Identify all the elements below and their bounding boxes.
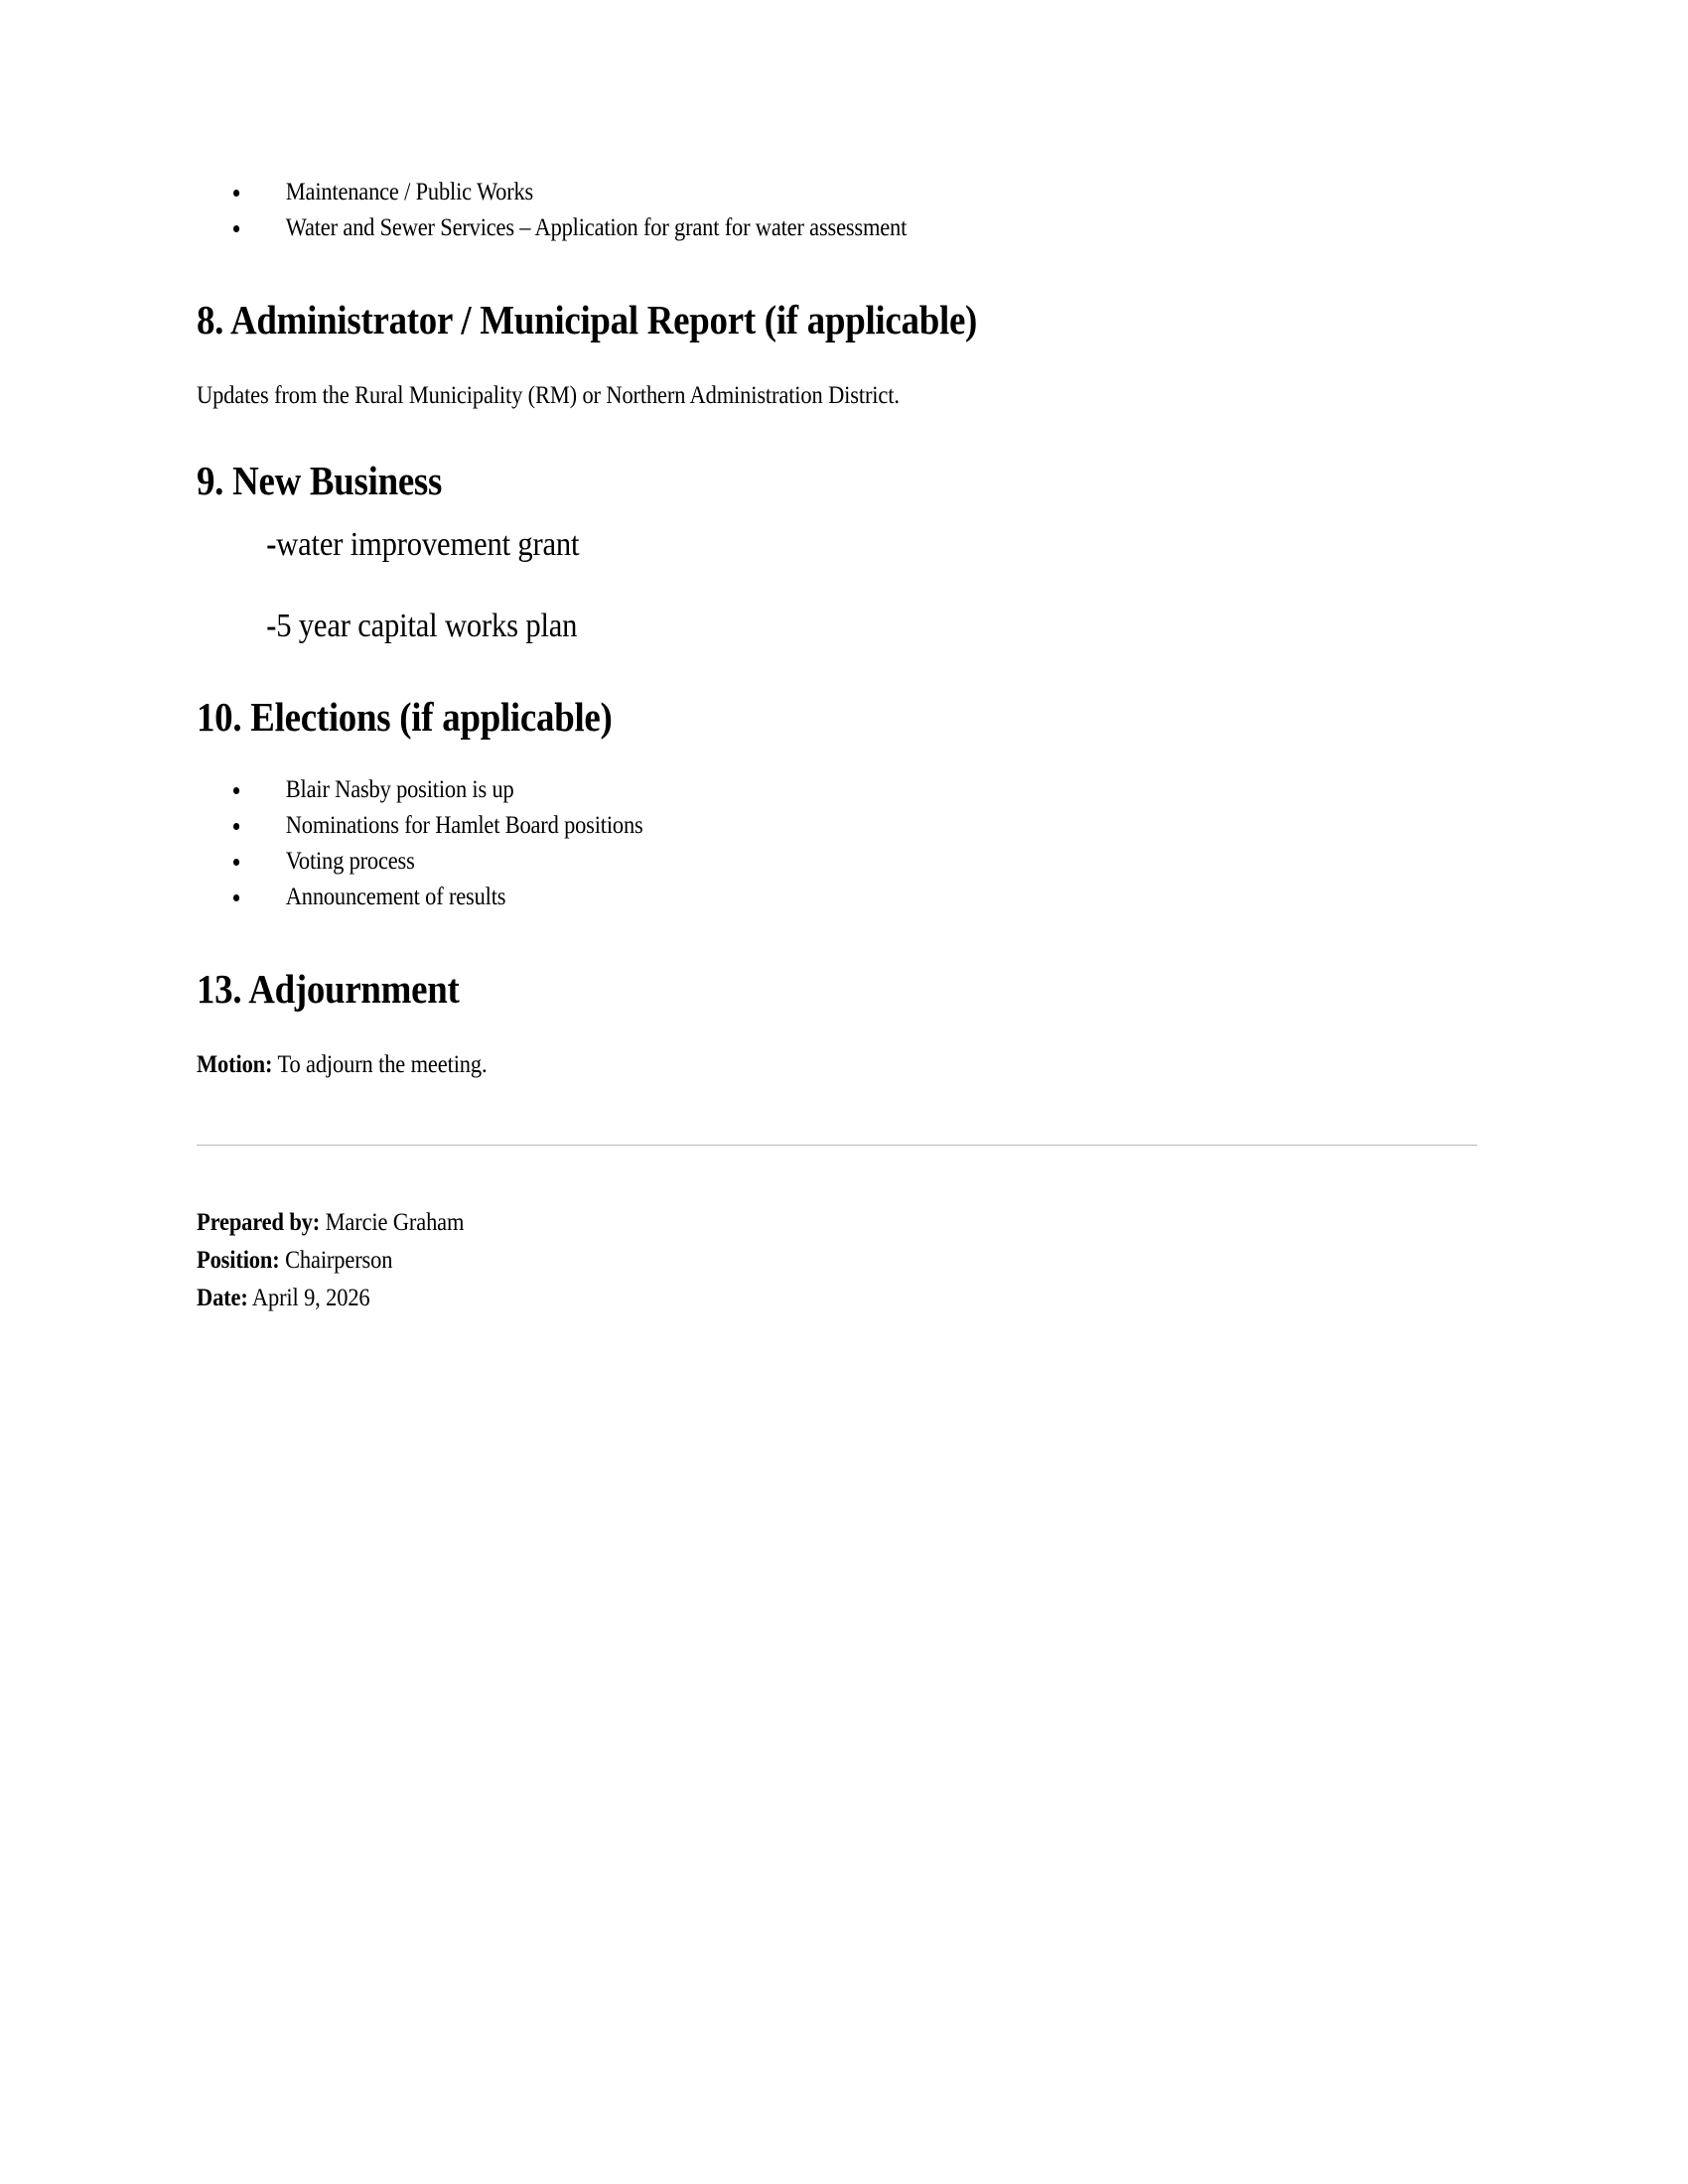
new-business-item-1-label: water improvement grant bbox=[276, 526, 580, 563]
dash-marker: - bbox=[266, 526, 277, 563]
list-item-label: Announcement of results bbox=[285, 882, 506, 910]
footer-position bbox=[197, 1241, 1330, 1279]
footer-date bbox=[197, 1279, 1330, 1316]
section-heading-13: 13. Adjournment bbox=[197, 966, 460, 1012]
prepared-by-value: Marcie Graham bbox=[320, 1207, 465, 1236]
new-business-item-1 bbox=[197, 523, 1355, 567]
section-heading-9: 9. New Business bbox=[197, 458, 443, 503]
dash-marker: - bbox=[266, 608, 277, 644]
motion-text: To adjourn the meeting. bbox=[272, 1049, 488, 1078]
new-business-item-2-label: 5 year capital works plan bbox=[276, 608, 578, 644]
position-value: Chairperson bbox=[279, 1245, 393, 1274]
footer-signature-block bbox=[197, 1203, 1484, 1316]
section-heading-8: 8. Administrator / Municipal Report (if applicable) bbox=[197, 297, 978, 342]
bullet-dot-icon bbox=[233, 859, 239, 866]
new-business-item-2 bbox=[197, 605, 1355, 648]
list-item-label: Blair Nasby position is up bbox=[285, 774, 514, 803]
list-item-label: Water and Sewer Services – Application for grant for water assessment bbox=[285, 212, 908, 241]
list-item-label: Maintenance / Public Works bbox=[285, 177, 534, 205]
list-item bbox=[197, 771, 1330, 807]
document-body bbox=[197, 174, 1484, 1316]
bullet-dot-icon bbox=[233, 225, 239, 232]
list-item bbox=[197, 209, 1330, 245]
list-item bbox=[197, 807, 1330, 843]
list-item bbox=[197, 879, 1330, 914]
prepared-by-label: Prepared by: bbox=[197, 1207, 321, 1236]
top-bullet-list bbox=[197, 174, 1484, 245]
section-heading-10: 10. Elections (if applicable) bbox=[197, 694, 613, 740]
list-item bbox=[197, 843, 1330, 879]
bullet-dot-icon bbox=[233, 823, 239, 830]
section-8-body: Updates from the Rural Municipality (RM) or Northern Administration District. bbox=[197, 380, 900, 409]
elections-bullet-list bbox=[197, 771, 1484, 914]
list-item-label: Nominations for Hamlet Board positions bbox=[285, 810, 643, 839]
motion-label: Motion: bbox=[197, 1049, 273, 1078]
bullet-dot-icon bbox=[233, 894, 239, 901]
adjournment-motion bbox=[197, 1047, 1330, 1081]
bullet-dot-icon bbox=[233, 787, 239, 794]
date-value: April 9, 2026 bbox=[247, 1283, 370, 1311]
list-item-label: Voting process bbox=[285, 846, 415, 875]
bullet-dot-icon bbox=[233, 190, 239, 197]
position-label: Position: bbox=[197, 1245, 280, 1274]
footer-prepared-by bbox=[197, 1203, 1330, 1241]
date-label: Date: bbox=[197, 1283, 248, 1311]
list-item bbox=[197, 174, 1330, 209]
